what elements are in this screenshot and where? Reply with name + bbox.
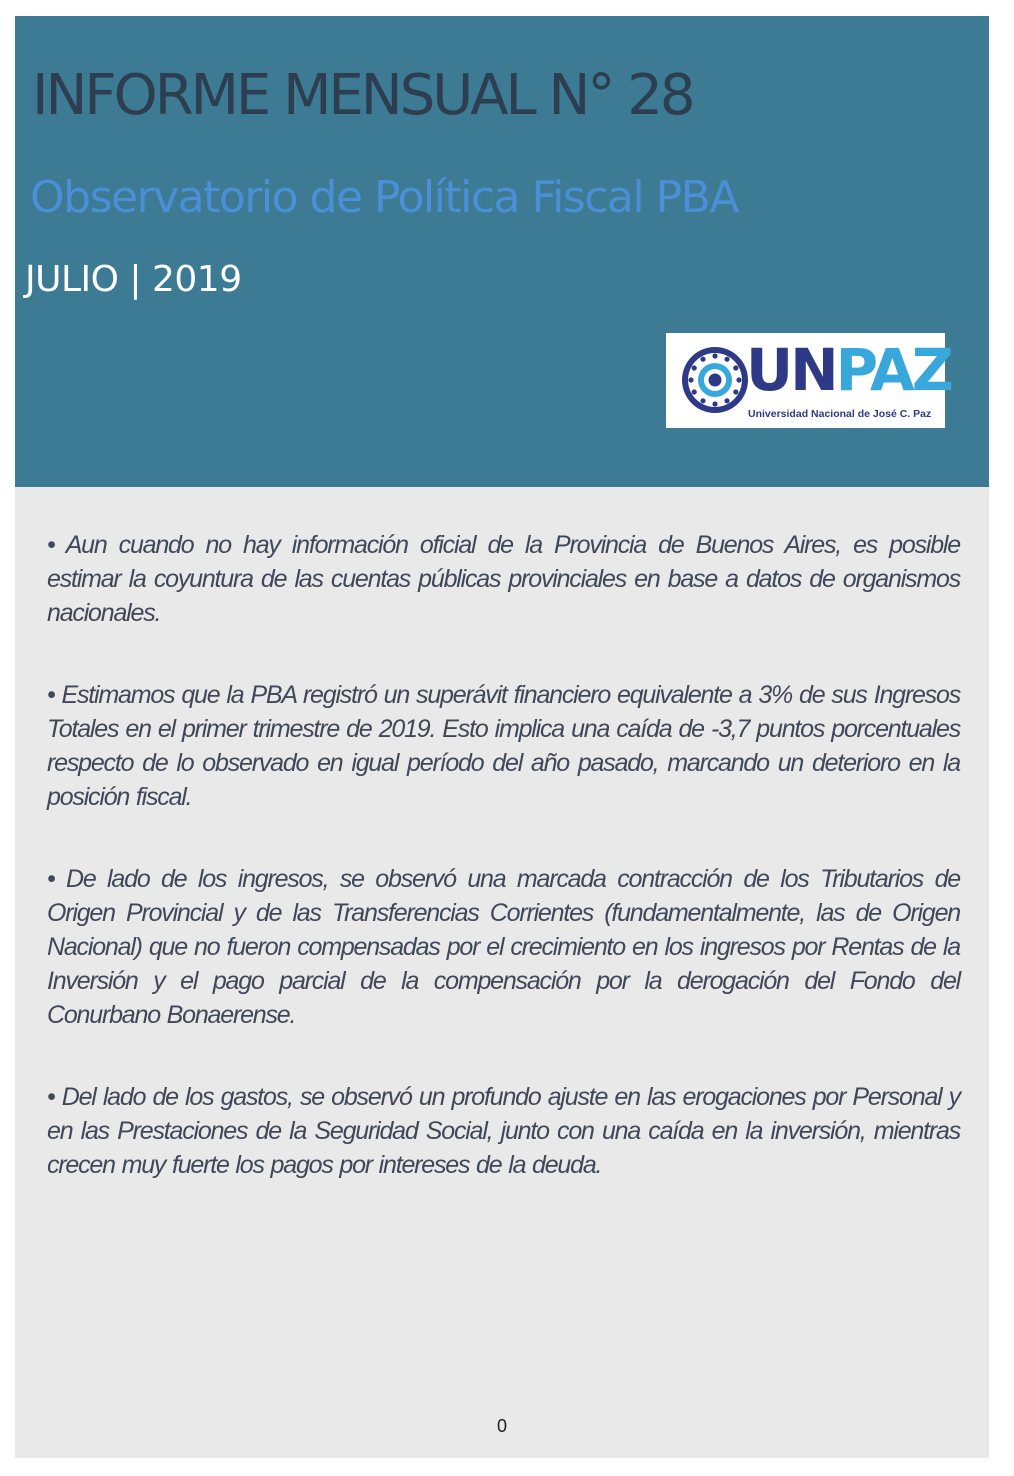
- bullet-paragraph: • De lado de los ingresos, se observó una marcada contracción de los Tributarios de Origen Provincial y de las Transferencias Corrientes (fundamentalmente, las de Origen Nacional) que no fueron compensadas por el crecimiento en los ingresos por Rentas de la Inversión y el pago parcial de la compensación por la derogación del Fondo del Conurbano Bonaerense.: [47, 865, 960, 1029]
- report-date: JULIO | 2019: [25, 259, 242, 300]
- logo-wordmark: [746, 336, 951, 404]
- university-seal-icon: [680, 345, 750, 415]
- logo-word-un: UN: [746, 336, 836, 404]
- document-page: [15, 16, 989, 1458]
- report-subtitle: Observatorio de Política Fiscal PBA: [30, 172, 738, 223]
- bullet-paragraph: • Aun cuando no hay información oficial de la Provincia de Buenos Aires, es posible estimar la coyuntura de las cuentas públicas provinciales en base a datos de organismos nacionales.: [47, 531, 960, 627]
- bullet-paragraph: • Del lado de los gastos, se observó un profundo ajuste en las erogaciones por Personal y en las Prestaciones de la Seguridad Social, junto con una caída en la inversión, mientras crecen muy fuerte los pagos por intereses de la deuda.: [47, 1083, 960, 1179]
- summary-bullets: [47, 528, 960, 1230]
- cover-header: [15, 16, 989, 487]
- logo-word-paz: PAZ: [835, 336, 951, 404]
- report-title: INFORME MENSUAL N° 28: [32, 63, 693, 128]
- unpaz-logo: [666, 333, 951, 428]
- page-number: 0: [496, 1416, 507, 1436]
- logo-caption: Universidad Nacional de José C. Paz: [748, 408, 932, 420]
- bullet-paragraph: • Estimamos que la PBA registró un superávit financiero equivalente a 3% de sus Ingresos Totales en el primer trimestre de 2019. Esto implica una caída de -3,7 puntos porcentuales respecto de lo observado en igual período del año pasado, marcando un deterioro en la posición fiscal.: [47, 681, 960, 811]
